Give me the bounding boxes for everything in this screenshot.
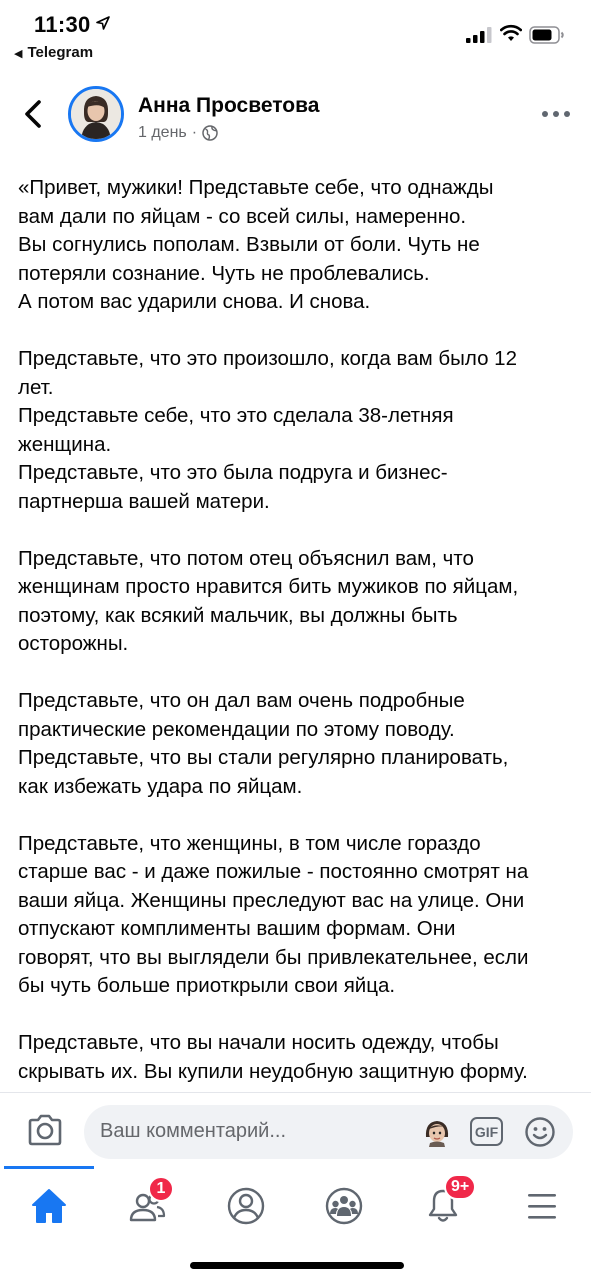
post-line: осторожны. xyxy=(18,632,129,655)
post-line: партнерша вашей матери. xyxy=(18,489,270,513)
nav-profile[interactable] xyxy=(211,1180,281,1236)
post-line: лет. xyxy=(18,375,54,399)
post-line: отпускают комплименты вашим формам. Они xyxy=(18,917,456,940)
post-line: Представьте себе, что это сделала 38-летняя xyxy=(18,404,454,427)
post-text xyxy=(18,174,578,1086)
post-paragraph xyxy=(18,345,578,516)
home-icon xyxy=(28,1186,70,1226)
post-line: Представьте, что вы начали носить одежду, чтобы xyxy=(18,1031,499,1054)
status-bar xyxy=(0,0,591,68)
back-triangle-icon: ◀ xyxy=(14,48,23,60)
post-header xyxy=(0,80,591,150)
avatar-portrait-icon xyxy=(71,89,121,139)
post-line: А потом вас ударили снова. И снова. xyxy=(18,290,371,313)
nav-notifications[interactable] xyxy=(408,1180,478,1236)
author-name[interactable]: Анна Просветова xyxy=(138,94,320,117)
post-line: «Привет, мужики! Представьте себе, что однажды xyxy=(18,176,494,199)
post-line: как избежать удара по яйцам. xyxy=(18,774,303,798)
post-line: Представьте, что он дал вам очень подробные xyxy=(18,689,465,712)
nav-friends[interactable] xyxy=(112,1180,182,1236)
wifi-icon xyxy=(500,24,522,42)
gif-button[interactable]: GIF xyxy=(470,1117,503,1146)
post-line: Представьте, что женщины, в том числе гораздо xyxy=(18,831,481,855)
globe-icon xyxy=(202,125,218,141)
back-app-label: Telegram xyxy=(27,44,94,61)
back-arrow-icon[interactable] xyxy=(20,98,48,130)
camera-icon[interactable] xyxy=(26,1113,64,1147)
post-line: практические рекомендации по этому поводу. xyxy=(18,717,455,741)
post-line: скрывать их. Вы купили неудобную защитную форму. xyxy=(18,1059,528,1083)
post-line: ваши яйца. Женщины преследуют вас на улице. Они xyxy=(18,888,525,912)
nav-groups[interactable] xyxy=(309,1180,379,1236)
comment-input[interactable] xyxy=(84,1105,573,1159)
more-options-icon[interactable] xyxy=(540,108,572,120)
cellular-signal-icon xyxy=(466,27,492,43)
post-line: поэтому, как всякий мальчик, вы должны быть xyxy=(18,603,458,627)
post-paragraph xyxy=(18,687,578,801)
post-paragraph xyxy=(18,1029,578,1086)
profile-icon xyxy=(225,1186,267,1226)
battery-icon xyxy=(529,26,565,44)
post-line: Вы согнулись пополам. Взвыли от боли. Чуть не xyxy=(18,233,480,256)
post-line: Представьте, что вы стали регулярно планировать, xyxy=(18,746,509,769)
post-line: вам дали по яйцам - со всей силы, намеренно. xyxy=(18,204,467,228)
post-line: женщинам просто нравится бить мужиков по яйцам, xyxy=(18,575,519,598)
post-line: Представьте, что это произошло, когда вам было 12 xyxy=(18,347,517,370)
home-indicator[interactable] xyxy=(190,1262,404,1269)
avatar-sticker-icon[interactable] xyxy=(422,1117,452,1147)
post-line: старше вас - и даже пожилые - постоянно смотрят на xyxy=(18,860,529,883)
back-to-app-link[interactable] xyxy=(14,44,93,61)
author-avatar[interactable] xyxy=(68,86,124,142)
friends-badge: 1 xyxy=(148,1176,174,1202)
post-line: говорят, что вы выглядели бы привлекательнее, если xyxy=(18,945,529,969)
location-arrow-icon xyxy=(96,16,110,30)
post-paragraph xyxy=(18,830,578,1001)
post-paragraph xyxy=(18,174,578,317)
post-paragraph xyxy=(18,545,578,659)
post-meta xyxy=(138,124,218,142)
status-time: 11:30 xyxy=(34,12,91,37)
comment-placeholder: Ваш комментарий... xyxy=(100,1120,287,1142)
emoji-icon[interactable] xyxy=(524,1116,556,1148)
comment-bar xyxy=(0,1092,591,1171)
post-timestamp[interactable]: 1 день xyxy=(138,124,187,141)
post-line: потеряли сознание. Чуть не проблевались. xyxy=(18,261,430,285)
nav-menu[interactable] xyxy=(507,1180,577,1236)
nav-home[interactable] xyxy=(14,1180,84,1236)
meta-separator: · xyxy=(191,124,198,141)
post-line: Представьте, что потом отец объяснил вам, что xyxy=(18,546,474,570)
post-line: бы чуть больше приоткрыли свои яйца. xyxy=(18,974,396,997)
groups-icon xyxy=(323,1186,365,1226)
notifications-badge: 9+ xyxy=(444,1174,476,1200)
post-line: женщина. xyxy=(18,432,112,456)
active-tab-indicator xyxy=(4,1166,94,1169)
post-line: Представьте, что это была подруга и бизнес- xyxy=(18,461,448,484)
menu-icon xyxy=(521,1186,563,1226)
